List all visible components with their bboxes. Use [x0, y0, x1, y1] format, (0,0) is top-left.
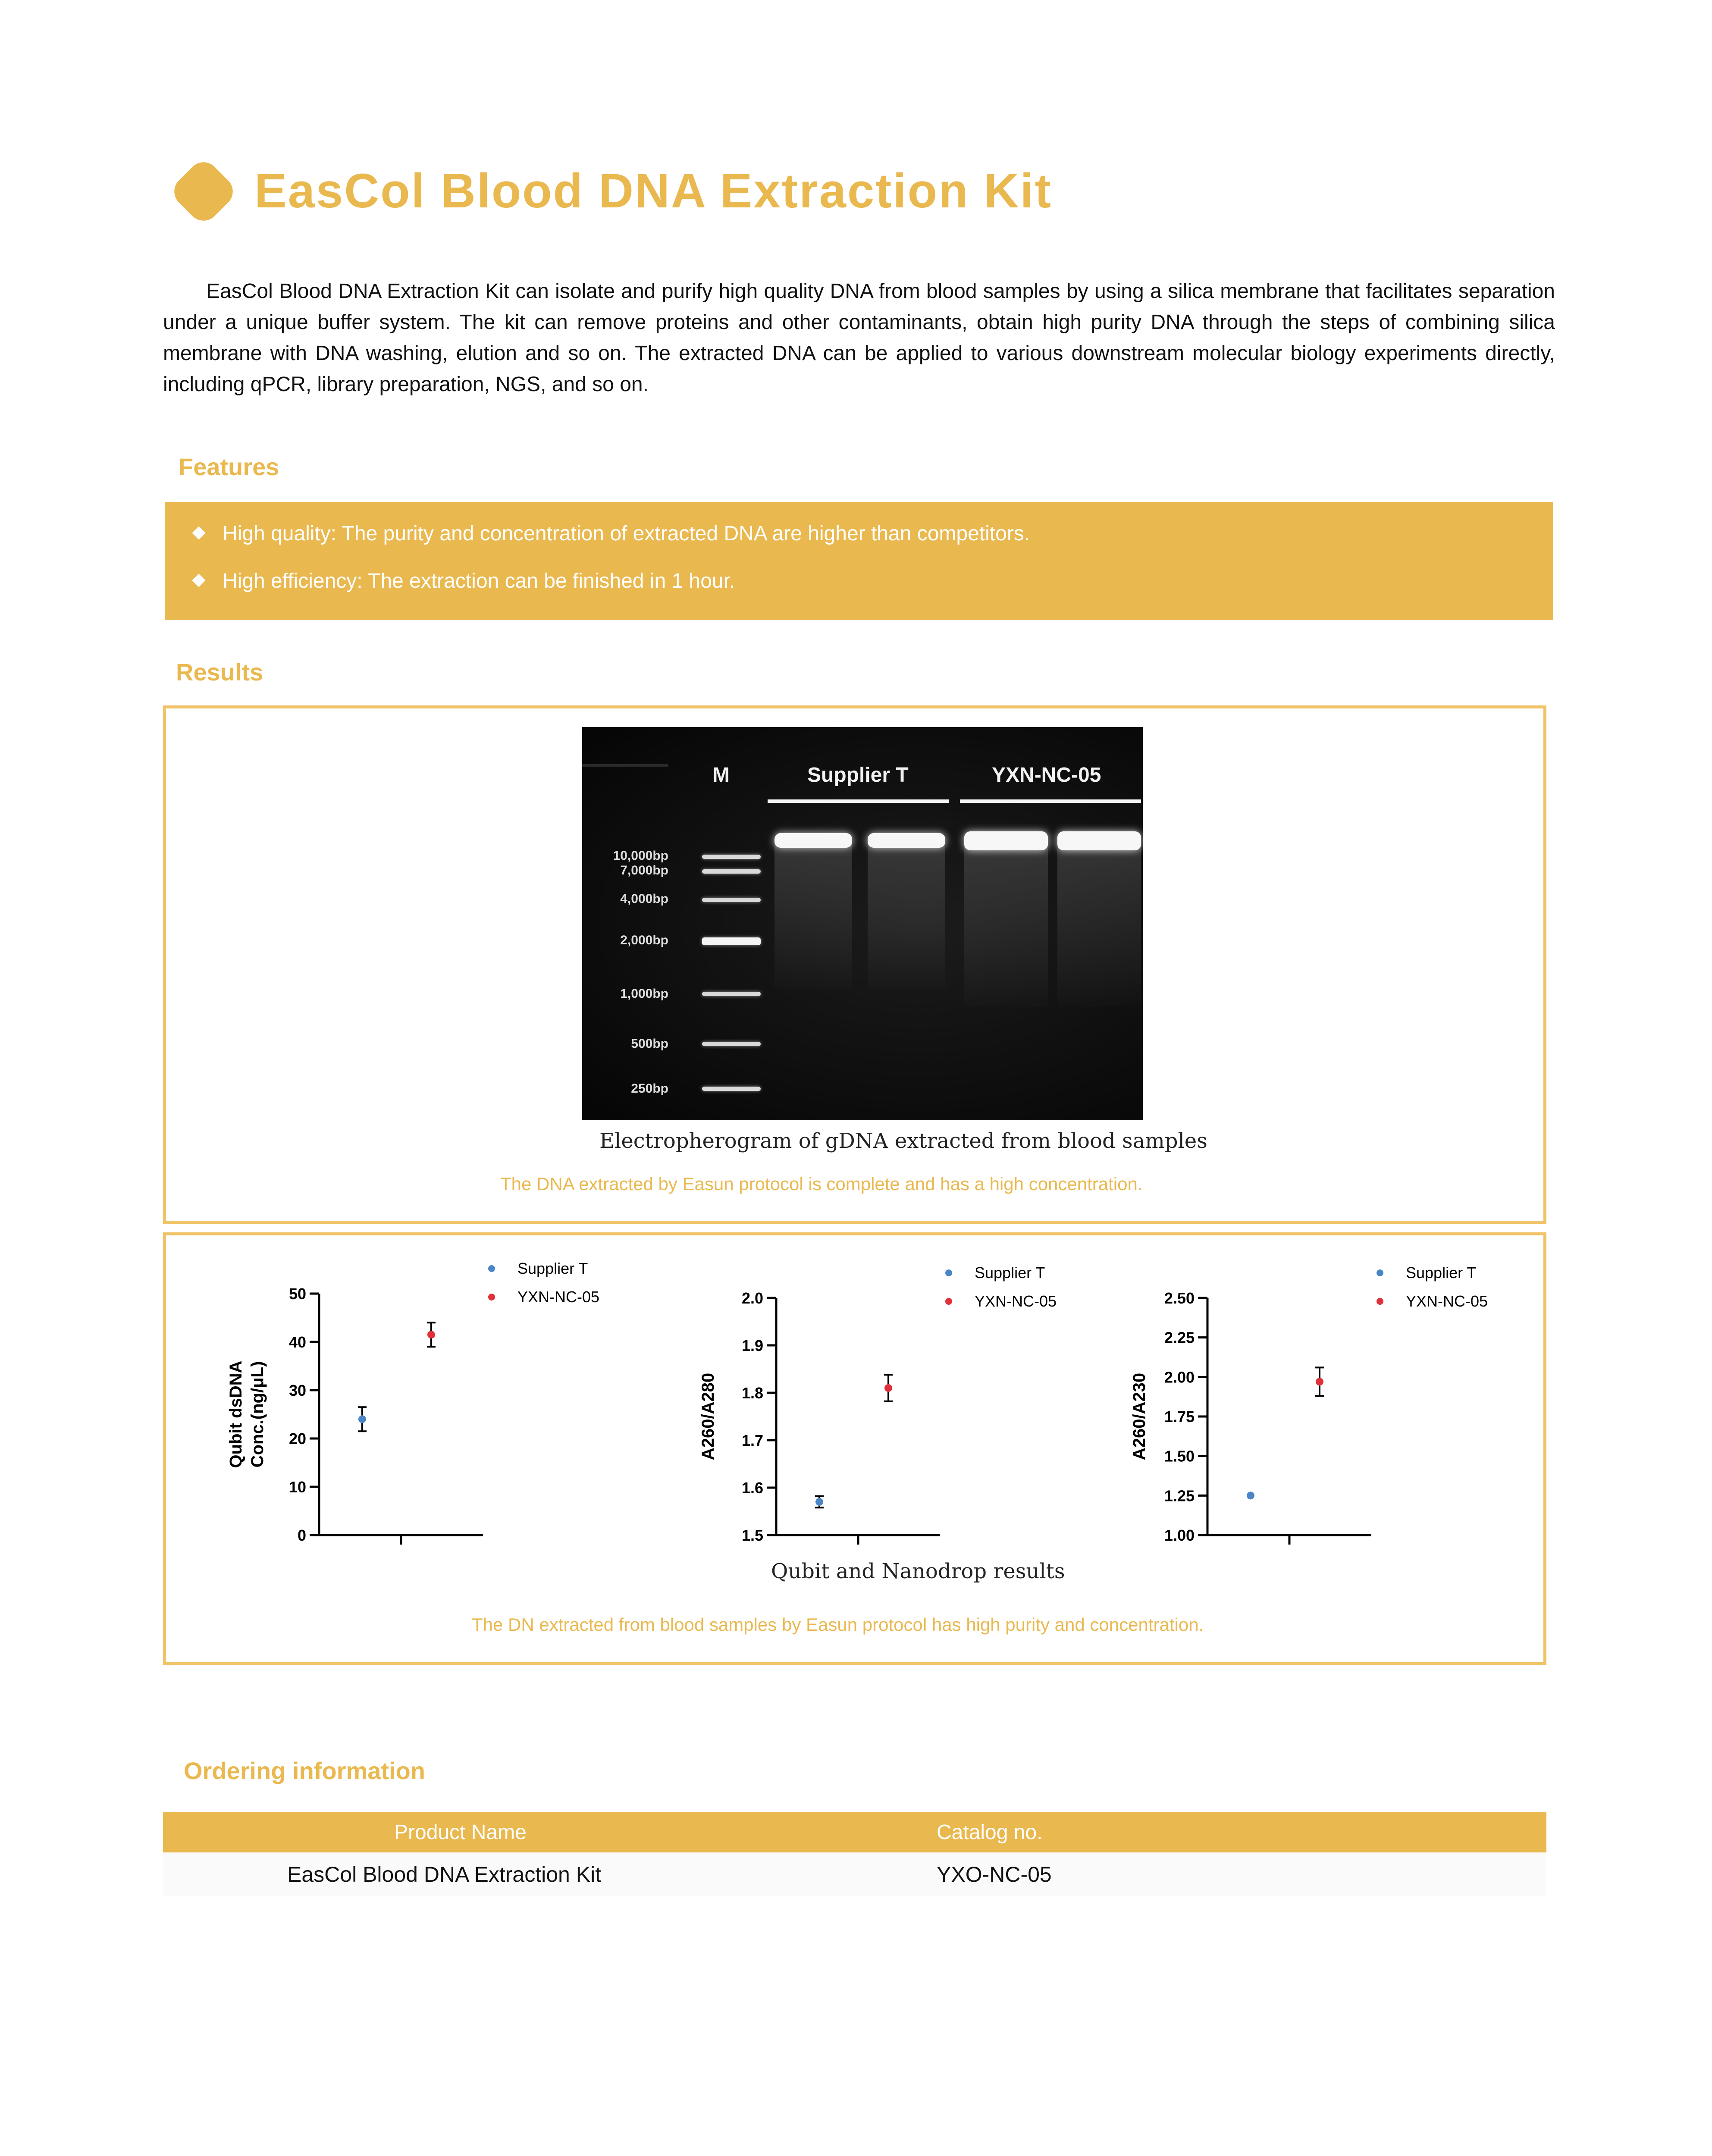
y-tick-label: 0: [297, 1526, 306, 1544]
ladder-band: [702, 1087, 761, 1091]
product-name-cell: EasCol Blood DNA Extraction Kit: [287, 1862, 602, 1887]
ladder-label: 10,000bp: [613, 849, 668, 863]
ladder-label: 4,000bp: [620, 892, 668, 906]
a260-a280-chart: [673, 1259, 1104, 1552]
y-tick-label: 1.7: [741, 1432, 763, 1449]
qubit-concentration-chart: [216, 1259, 647, 1552]
legend-label: YXN-NC-05: [517, 1288, 600, 1306]
gel-note: The DNA extracted by Easun protocol is complete and has a high concentration.: [500, 1174, 1143, 1194]
y-tick-label: 30: [288, 1382, 306, 1399]
sample-band: [774, 833, 852, 848]
ladder-label: 2,000bp: [620, 933, 668, 947]
y-tick-label: 1.50: [1164, 1447, 1195, 1465]
data-point-supplier-t: [1247, 1492, 1254, 1499]
ladder-band: [702, 1042, 761, 1046]
lane-group-underline: [768, 799, 949, 803]
ordering-table-header: [163, 1812, 1546, 1852]
catalog-number-cell: YXO-NC-05: [937, 1862, 1052, 1887]
results-heading: Results: [176, 658, 263, 686]
sample-smear: [868, 843, 945, 989]
ladder-band: [702, 898, 761, 902]
y-axis-label: Conc.(ng/μL): [248, 1361, 267, 1468]
table-row: [163, 1852, 1546, 1896]
diamond-bullet-icon: [192, 573, 205, 587]
ordering-heading: Ordering information: [184, 1757, 425, 1784]
y-tick-label: 1.00: [1164, 1526, 1195, 1544]
y-tick-label: 2.0: [741, 1289, 763, 1307]
feature-item: [194, 569, 735, 593]
data-point-yxn-nc-05: [884, 1384, 892, 1392]
y-tick-label: 1.6: [741, 1479, 763, 1497]
y-tick-label: 2.50: [1164, 1289, 1195, 1307]
y-tick-label: 1.9: [741, 1337, 763, 1354]
data-point-yxn-nc-05: [1316, 1378, 1323, 1385]
lane-group-underline: [960, 799, 1141, 803]
y-tick-label: 10: [288, 1478, 306, 1496]
legend-label: Supplier T: [975, 1264, 1045, 1282]
ladder-label: 7,000bp: [620, 863, 668, 877]
feature-item: [194, 522, 1030, 545]
ladder-band: [702, 992, 761, 996]
legend-marker: [1376, 1298, 1383, 1305]
y-axis-label: Qubit dsDNA: [226, 1360, 245, 1468]
gel-lane-label-m: M: [712, 764, 730, 787]
sample-smear: [964, 843, 1048, 1006]
legend-label: YXN-NC-05: [1406, 1292, 1488, 1310]
legend-marker: [945, 1269, 952, 1276]
sample-smear: [1057, 843, 1141, 1006]
intro-paragraph: EasCol Blood DNA Extraction Kit can isolate and purify high quality DNA from blood samples by using a silica membrane that facilitates separation under a unique buffer system. The kit can remove proteins and other contaminants, obtain high purity DNA through the steps of combining silica membrane with DNA washing, elution and so on. The extracted DNA can be applied to various downstream molecular biology experiments directly, including qPCR, library preparation, NGS, and so on.: [163, 280, 1555, 396]
y-tick-label: 1.5: [741, 1526, 763, 1544]
title-diamond-icon: [168, 156, 239, 227]
column-header-product: Product Name: [394, 1821, 527, 1844]
sample-band: [1057, 831, 1141, 850]
legend-label: Supplier T: [517, 1260, 588, 1277]
data-point-supplier-t: [358, 1415, 366, 1423]
legend-marker: [945, 1298, 952, 1305]
feature-text: High quality: The purity and concentration of extracted DNA are higher than competitors.: [223, 522, 1030, 545]
well-line: [582, 764, 668, 767]
data-point-yxn-nc-05: [427, 1331, 435, 1338]
y-tick-label: 1.25: [1164, 1487, 1195, 1505]
ladder-band: [702, 869, 761, 874]
y-tick-label: 2.00: [1164, 1368, 1195, 1386]
legend-marker: [488, 1265, 495, 1272]
y-tick-label: 2.25: [1164, 1329, 1195, 1347]
y-tick-label: 40: [288, 1333, 306, 1351]
y-tick-label: 50: [288, 1285, 306, 1303]
ladder-label: 1,000bp: [620, 987, 668, 1001]
gel-lane-label-yxn: YXN-NC-05: [992, 764, 1101, 787]
y-tick-label: 20: [288, 1430, 306, 1448]
gel-lane-label-supplier: Supplier T: [807, 764, 909, 787]
sample-band: [868, 833, 945, 848]
sample-band: [964, 831, 1048, 850]
sample-smear: [774, 843, 852, 989]
feature-text: High efficiency: The extraction can be finished in 1 hour.: [223, 570, 735, 592]
diamond-bullet-icon: [192, 526, 205, 539]
legend-marker: [1376, 1269, 1383, 1276]
features-box: [165, 502, 1553, 620]
column-header-catalog: Catalog no.: [937, 1821, 1043, 1844]
y-axis-label: A260/A230: [1130, 1373, 1149, 1460]
gel-image: [582, 727, 1143, 1120]
ladder-band: [702, 937, 761, 945]
gel-caption: Electropherogram of gDNA extracted from blood samples: [599, 1129, 1207, 1153]
y-tick-label: 1.75: [1164, 1408, 1195, 1426]
data-point-supplier-t: [815, 1498, 823, 1506]
ladder-band: [702, 855, 761, 859]
legend-label: Supplier T: [1406, 1264, 1477, 1282]
y-axis-label: A260/A280: [699, 1373, 718, 1460]
page-title: EasCol Blood DNA Extraction Kit: [254, 164, 1052, 218]
ladder-label: 250bp: [631, 1081, 668, 1096]
charts-caption: Qubit and Nanodrop results: [771, 1559, 1065, 1583]
legend-label: YXN-NC-05: [975, 1292, 1057, 1310]
ladder-label: 500bp: [631, 1037, 668, 1051]
y-tick-label: 1.8: [741, 1384, 763, 1402]
charts-note: The DN extracted from blood samples by Easun protocol has high purity and concentration.: [472, 1614, 1204, 1635]
a260-a230-chart: [1104, 1259, 1535, 1552]
legend-marker: [488, 1294, 495, 1300]
features-heading: Features: [179, 453, 279, 480]
